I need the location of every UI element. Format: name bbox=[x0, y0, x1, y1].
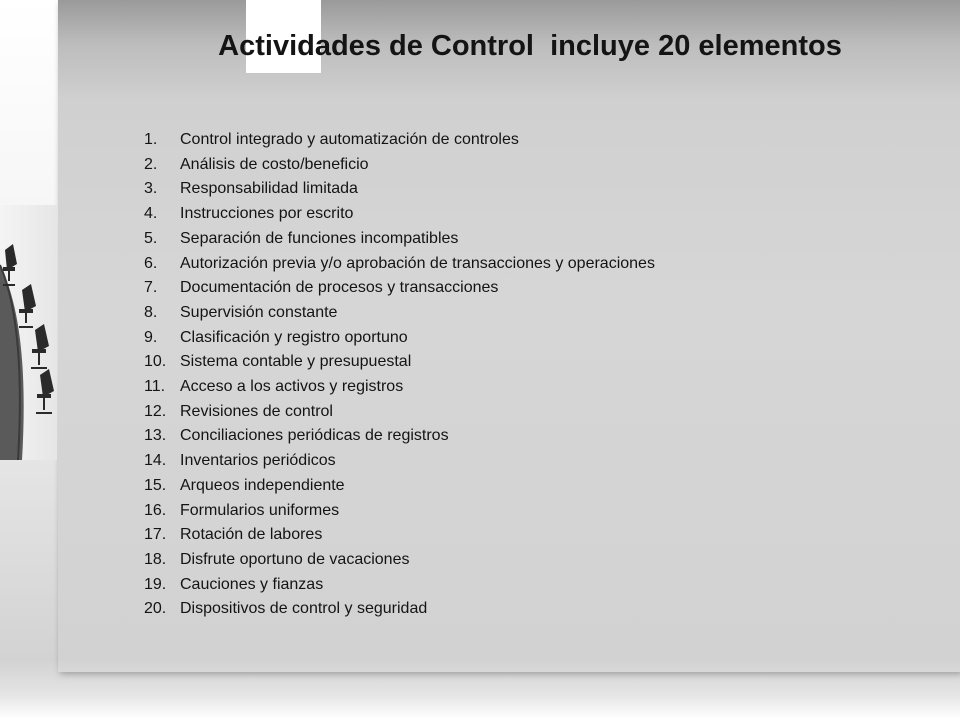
item-text: Inventarios periódicos bbox=[180, 452, 336, 470]
item-number: 18. bbox=[144, 550, 167, 568]
list-item bbox=[144, 301, 655, 326]
item-text: Instrucciones por escrito bbox=[180, 205, 354, 223]
office-chairs-icon bbox=[0, 205, 57, 460]
item-text: Clasificación y registro oportuno bbox=[180, 328, 408, 346]
item-text: Disfrute oportuno de vacaciones bbox=[180, 550, 410, 568]
list-item bbox=[144, 276, 655, 301]
list-item bbox=[144, 153, 655, 178]
item-text: Responsabilidad limitada bbox=[180, 180, 358, 198]
item-text: Dispositivos de control y seguridad bbox=[180, 600, 428, 618]
control-activities-list bbox=[144, 128, 655, 622]
list-item bbox=[144, 350, 655, 375]
item-text: Documentación de procesos y transacciones bbox=[180, 279, 499, 297]
office-chairs-image bbox=[0, 205, 57, 460]
item-number: 12. bbox=[144, 402, 167, 420]
item-number: 11. bbox=[144, 378, 166, 396]
item-number: 5. bbox=[144, 229, 158, 247]
item-text: Autorización previa y/o aprobación de transacciones y operaciones bbox=[180, 254, 655, 272]
item-text: Conciliaciones periódicas de registros bbox=[180, 427, 449, 445]
list-item bbox=[144, 548, 655, 573]
bottom-fade bbox=[0, 660, 960, 720]
item-text: Sistema contable y presupuestal bbox=[180, 353, 412, 371]
list-item bbox=[144, 227, 655, 252]
item-text: Arqueos independiente bbox=[180, 476, 345, 494]
list-item bbox=[144, 128, 655, 153]
list-item bbox=[144, 375, 655, 400]
list-item bbox=[144, 573, 655, 598]
item-text: Cauciones y fianzas bbox=[180, 575, 324, 593]
item-number: 13. bbox=[144, 427, 167, 445]
item-text: Formularios uniformes bbox=[180, 501, 340, 519]
item-number: 17. bbox=[144, 526, 167, 544]
item-number: 19. bbox=[144, 575, 167, 593]
list-item bbox=[144, 523, 655, 548]
item-text: Acceso a los activos y registros bbox=[180, 378, 404, 396]
item-number: 7. bbox=[144, 279, 158, 297]
list-item bbox=[144, 597, 655, 622]
item-number: 16. bbox=[144, 501, 167, 519]
list-item bbox=[144, 326, 655, 351]
item-number: 6. bbox=[144, 254, 158, 272]
list-item bbox=[144, 252, 655, 277]
list-item bbox=[144, 202, 655, 227]
item-text: Supervisión constante bbox=[180, 303, 338, 321]
item-number: 2. bbox=[144, 155, 158, 173]
item-number: 4. bbox=[144, 205, 158, 223]
list-item bbox=[144, 424, 655, 449]
page-title: Actividades de Control incluye 20 elementos bbox=[218, 30, 842, 62]
item-text: Revisiones de control bbox=[180, 402, 333, 420]
item-number: 20. bbox=[144, 600, 167, 618]
item-number: 9. bbox=[144, 328, 158, 346]
item-number: 1. bbox=[144, 131, 158, 148]
item-number: 8. bbox=[144, 303, 158, 321]
list-item bbox=[144, 499, 655, 524]
list-item bbox=[144, 474, 655, 499]
item-number: 14. bbox=[144, 452, 167, 470]
item-number: 3. bbox=[144, 180, 158, 198]
list-item bbox=[144, 177, 655, 202]
list-item bbox=[144, 400, 655, 425]
item-number: 10. bbox=[144, 353, 167, 371]
list-item bbox=[144, 449, 655, 474]
item-text: Análisis de costo/beneficio bbox=[180, 155, 369, 173]
item-text: Control integrado y automatización de controles bbox=[180, 131, 519, 148]
item-text: Separación de funciones incompatibles bbox=[180, 229, 459, 247]
item-number: 15. bbox=[144, 476, 167, 494]
item-text: Rotación de labores bbox=[180, 526, 323, 544]
